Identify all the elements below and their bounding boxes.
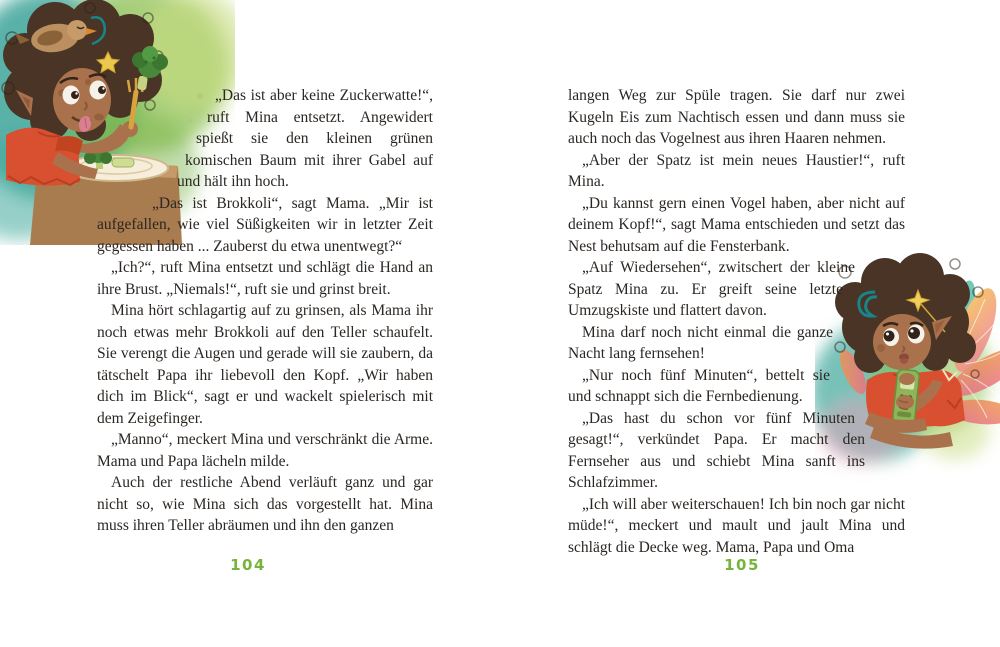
paragraph: Auch der restliche Abend verläuft ganz und gar nicht so, wie Mina sich das vorgestellt hat. Mina muss ihren Teller abräumen und ihn den ganzen xyxy=(97,474,433,534)
page-number-left: 104 xyxy=(230,556,266,574)
paragraph: Mina darf noch nicht einmal die ganze Nacht lang fernsehen! xyxy=(568,323,833,362)
page-number-right: 105 xyxy=(724,556,760,574)
paragraph: „Nur noch fünf Minuten“, bettelt sie und schnappt sich die Fernbedienung. xyxy=(568,366,830,405)
right-page-text xyxy=(568,85,905,558)
paragraph: „Auf Wiedersehen“, zwitschert der kleine Spatz Mina zu. Er greift seine letzte Umzugskiste und flattert davon. xyxy=(568,259,855,319)
left-page-text xyxy=(97,85,433,537)
paragraph: „Du kannst gern einen Vogel haben, aber nicht auf deinem Kopf!“, sagt Mama entschieden und setzt das Nest behutsam auf die Fensterbank. xyxy=(568,194,905,255)
paragraph: „Das ist aber keine Zuckerwatte!“, ruft Mina entsetzt. Angewidert spießt sie den kleinen grünen komischen Baum mit ihrer Gabel auf und hält ihn hoch. xyxy=(177,87,433,190)
paragraph: Mina hört schlagartig auf zu grinsen, als Mama ihr noch etwas mehr Brokkoli auf den Teller schaufelt. Sie verengt die Augen und gerade will sie zaubern, da tätschelt Papa ihr liebevoll den Kopf. „Wir haben dich im Blick“, sagt er und wackelt spielerisch mit dem Zeigefinger. xyxy=(97,302,433,427)
paragraph: „Das ist Brokkoli“, sagt Mama. „Mir ist aufgefallen, wie viel Süßigkeiten wir in letzter Zeit gegessen haben ... Zauberst du etwa unentwegt?“ xyxy=(97,194,433,255)
paragraph: „Ich will aber weiterschauen! Ich bin noch gar nicht müde!“, meckert und mault und jault Mina und schlägt die Decke weg. Mama, Papa und Oma xyxy=(568,495,905,556)
paragraph: „Das hast du schon vor fünf Minuten gesagt!“, verkündet Papa. Er macht den Fernseher aus und schiebt Mina sanft ins Schlafzimmer. xyxy=(568,409,865,491)
paragraph: langen Weg zur Spüle tragen. Sie darf nur zwei Kugeln Eis zum Nachtisch essen und dann muss sie auch noch das Vogelnest aus ihren Haaren nehmen. xyxy=(568,87,905,147)
paragraph: „Manno“, meckert Mina und verschränkt die Arme. Mama und Papa lächeln milde. xyxy=(97,431,433,470)
paragraph: „Ich?“, ruft Mina entsetzt und schlägt die Hand an ihre Brust. „Niemals!“, ruft sie und grinst breit. xyxy=(97,259,433,298)
paragraph: „Aber der Spatz ist mein neues Haustier!“, ruft Mina. xyxy=(568,151,905,190)
